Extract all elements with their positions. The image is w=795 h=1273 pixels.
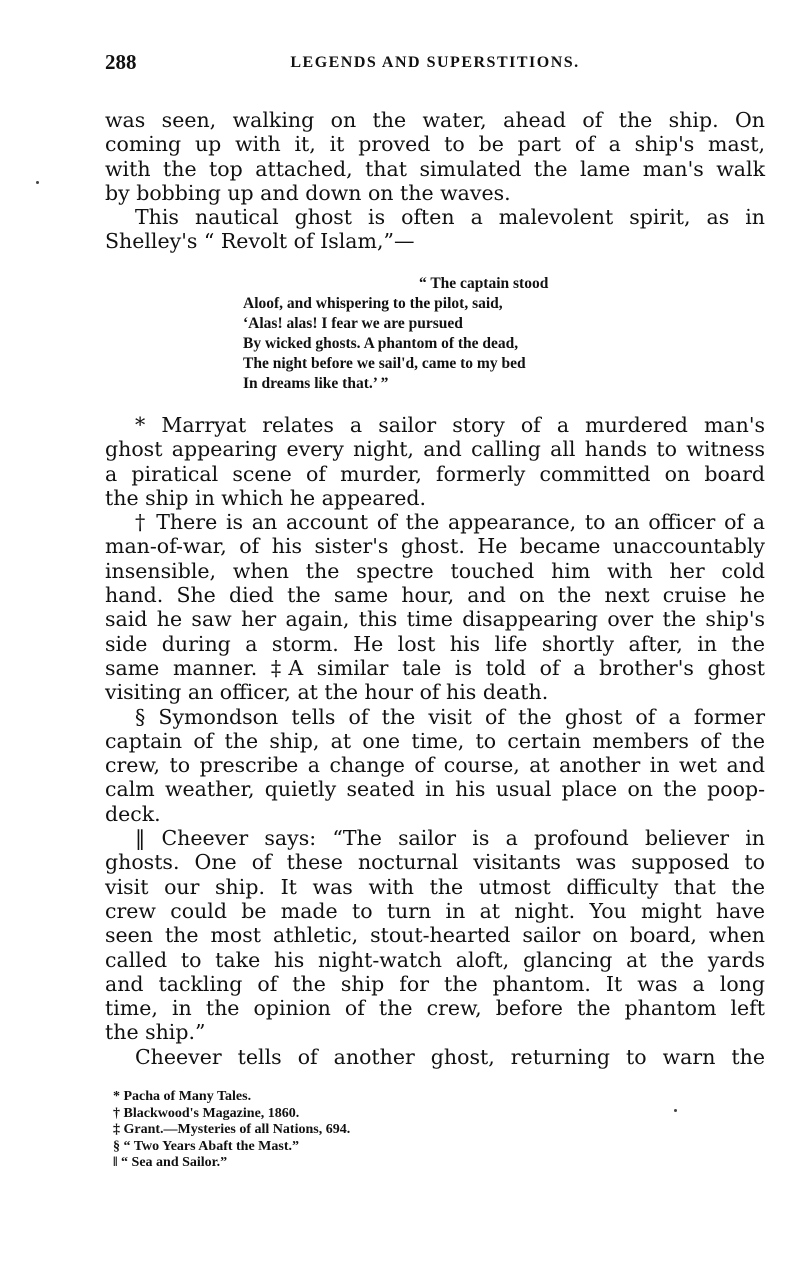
verse-line: ‘Alas! alas! I fear we are pursued [243,315,463,332]
text-line: seen the most athletic, stout-hearted sailor on board, when [105,923,765,948]
text-line: insensible, when the spectre touched him with her cold [105,558,765,583]
text-line: deck. [105,801,161,826]
verse-line: Aloof, and whispering to the pilot, said, [243,295,503,312]
text-line: * Marryat relates a sailor story of a murdered man's [135,413,765,437]
footnote: † Blackwood's Magazine, 1860. [113,1105,300,1121]
text-line: man-of-war, of his sister's ghost. He became unaccountably [105,534,765,559]
paragraph-block-2 [105,413,765,1069]
text-line: time, in the opinion of the crew, before the phantom left [105,996,765,1021]
text-line: said he saw her again, this time disappearing over the ship's [105,607,765,632]
text-line: hand. She died the same hour, and on the next cruise he [105,583,765,608]
verse-line: In dreams like that.’ ” [243,375,389,392]
text-line: called to take his night-watch aloft, glancing at the yards [105,947,765,972]
verse-quotation [243,274,548,394]
text-line: a piratical scene of murder, formerly committed on board [105,461,765,486]
text-line: the ship in which he appeared. [105,485,427,510]
footnote: § “ Two Years Abaft the Mast.” [113,1138,300,1154]
footnote: * Pacha of Many Tales. [113,1089,252,1104]
page-header [105,50,765,80]
text-line: † There is an account of the appearance, to an officer of a [135,510,765,535]
text-line: side during a storm. He lost his life shortly after, in the [105,631,765,656]
text-line: by bobbing up and down on the waves. [105,180,511,205]
text-line: and tackling of the ship for the phantom. It was a long [105,971,765,996]
text-line: same manner. ‡A similar tale is told of a brother's ghost [105,655,765,680]
text-line: This nautical ghost is often a malevolent spirit, as in [135,205,765,230]
text-line: visiting an officer, at the hour of his death. [105,680,549,705]
footnotes [113,1089,350,1172]
footnote: ‡ Grant.—Mysteries of all Nations, 694. [113,1122,351,1137]
text-line: Cheever tells of another ghost, returning to warn the [135,1044,765,1069]
text-line: ghost appearing every night, and calling all hands to witness [105,437,765,462]
scan-speck [36,181,39,184]
text-line: was seen, walking on the water, ahead of the ship. On [105,108,765,132]
page-number: 288 [105,50,137,74]
scan-speck [674,1109,677,1112]
running-title: LEGENDS AND SUPERSTITIONS. [290,54,580,71]
verse-line: The night before we sail'd, came to my bed [243,355,526,372]
verse-line: By wicked ghosts. A phantom of the dead, [243,335,519,352]
text-line: calm weather, quietly seated in his usual place on the poop- [105,777,765,802]
text-line: ‖ Cheever says: “The sailor is a profound believer in [135,826,765,851]
text-line: ghosts. One of these nocturnal visitants was supposed to [105,850,765,875]
text-line: crew could be made to turn in at night. You might have [105,898,765,923]
text-line: crew, to prescribe a change of course, at another in wet and [105,753,765,778]
text-line: with the top attached, that simulated the lame man's walk [105,156,765,181]
text-line: captain of the ship, at one time, to certain members of the [105,728,765,753]
text-line: Shelley's “ Revolt of Islam,”— [105,229,415,254]
text-line: visit our ship. It was with the utmost difficulty that the [105,874,765,899]
footnote: ‖ “ Sea and Sailor.” [113,1155,228,1170]
text-line: § Symondson tells of the visit of the ghost of a former [135,704,765,729]
verse-line: “ The captain stood [419,275,549,292]
paragraph-block-1 [105,108,765,254]
text-line: coming up with it, it proved to be part of a ship's mast, [105,132,765,157]
text-line: the ship.” [105,1020,206,1045]
